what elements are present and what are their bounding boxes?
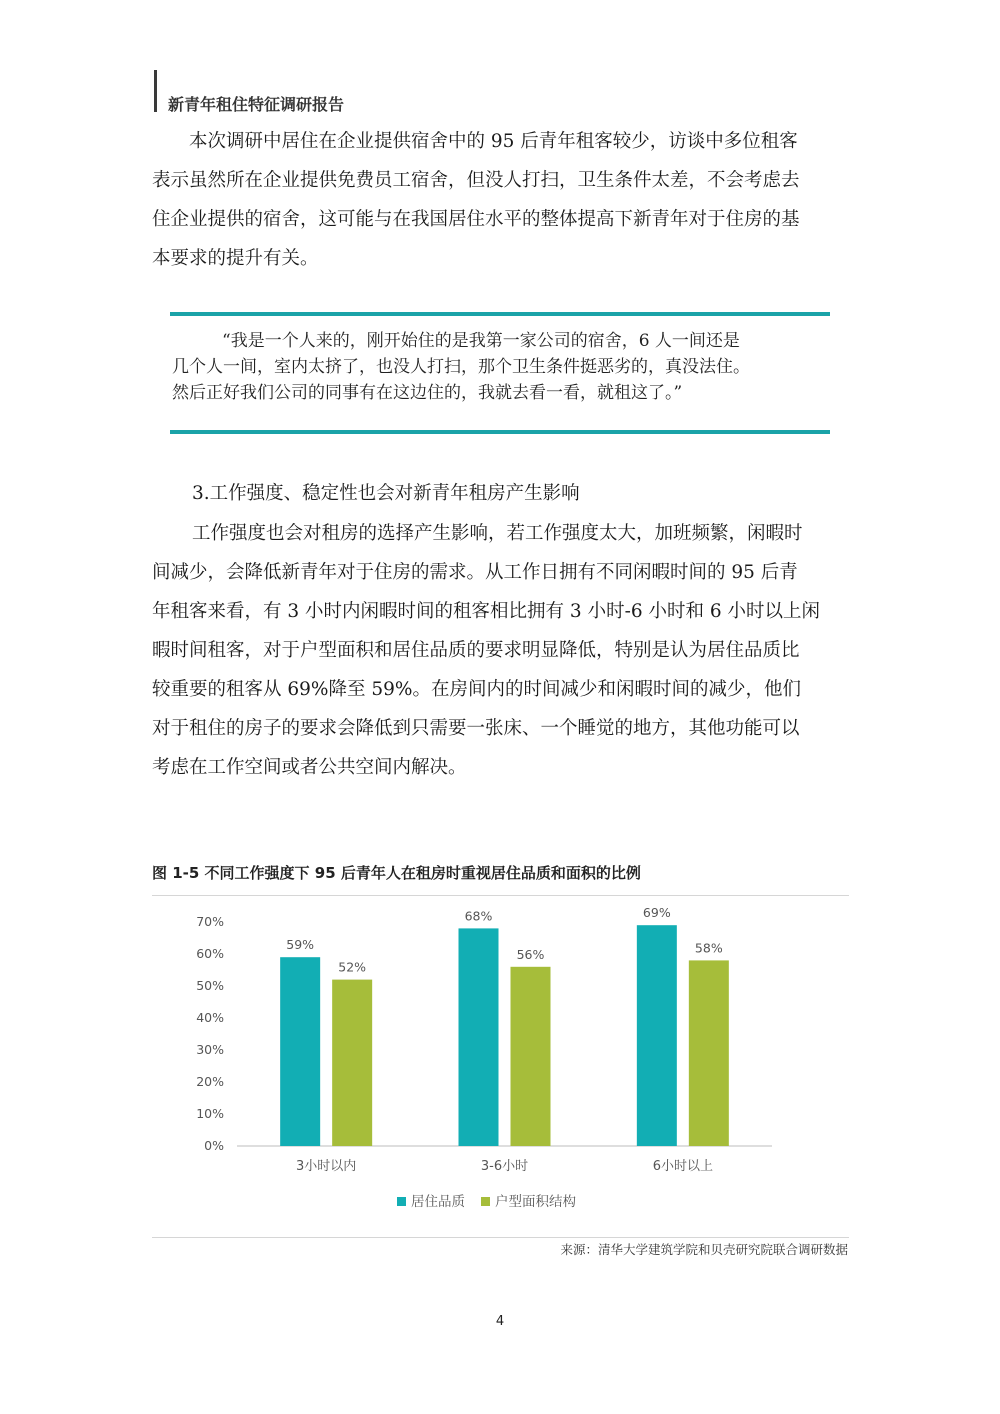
data-label: 56% xyxy=(516,946,545,962)
paragraph-line: 年租客来看，有 3 小时内闲暇时间的租客相比拥有 3 小时-6 小时和 6 小时以上闲 xyxy=(152,601,820,622)
bar xyxy=(637,925,677,1146)
data-label: 59% xyxy=(286,937,315,953)
bar-chart xyxy=(152,898,849,1228)
bar xyxy=(511,967,551,1146)
y-tick-label: 50% xyxy=(196,978,224,993)
y-tick-label: 0% xyxy=(204,1138,224,1153)
x-tick-label: 3小时以内 xyxy=(296,1159,357,1174)
figure-bottom-rule xyxy=(152,1237,849,1238)
header-accent-bar xyxy=(154,70,157,112)
paragraph-line: 对于租住的房子的要求会降低到只需要一张床、一个睡觉的地方，其他功能可以 xyxy=(152,718,800,739)
legend-label: 居住品质 xyxy=(411,1194,465,1210)
quote-line: “我是一个人来的，刚开始住的是我第一家公司的宿舍，6 人一间还是 xyxy=(222,331,740,351)
data-label: 52% xyxy=(338,959,367,975)
y-tick-label: 60% xyxy=(196,946,224,961)
paragraph-line: 本次调研中居住在企业提供宿舍中的 95 后青年租客较少，访谈中多位租客 xyxy=(189,131,798,152)
bar xyxy=(689,960,729,1146)
section-heading: 3.工作强度、稳定性也会对新青年租房产生影响 xyxy=(192,483,580,504)
figure-caption: 图 1-5 不同工作强度下 95 后青年人在租房时重视居住品质和面积的比例 xyxy=(152,864,641,882)
bar xyxy=(280,957,320,1146)
legend-swatch xyxy=(481,1197,490,1206)
paragraph-line: 暇时间租客，对于户型面积和居住品质的要求明显降低，特别是认为居住品质比 xyxy=(152,640,800,661)
figure-top-rule xyxy=(152,895,849,896)
paragraph-line: 间减少，会降低新青年对于住房的需求。从工作日拥有不同闲暇时间的 95 后青 xyxy=(152,562,798,583)
paragraph-dormitory xyxy=(152,122,852,278)
interview-quote xyxy=(172,328,832,406)
paragraph-line: 表示虽然所在企业提供免费员工宿舍，但没人打扫，卫生条件太差，不会考虑去 xyxy=(152,170,800,191)
y-tick-label: 70% xyxy=(196,914,224,929)
quote-line: 几个人一间，室内太挤了，也没人打扫，那个卫生条件挺恶劣的，真没法住。 xyxy=(172,357,750,377)
bar xyxy=(332,980,372,1146)
page-number: 4 xyxy=(495,1314,505,1329)
data-label: 69% xyxy=(642,905,671,921)
y-tick-label: 30% xyxy=(196,1042,224,1057)
data-label: 68% xyxy=(464,908,493,924)
figure-source: 来源：清华大学建筑学院和贝壳研究院联合调研数据 xyxy=(560,1242,848,1257)
report-header-title: 新青年租住特征调研报告 xyxy=(168,95,345,114)
x-tick-label: 3-6小时 xyxy=(480,1159,529,1174)
paragraph-line: 考虑在工作空间或者公共空间内解决。 xyxy=(152,757,467,778)
paragraph-line: 住企业提供的宿舍，这可能与在我国居住水平的整体提高下新青年对于住房的基 xyxy=(152,209,800,230)
y-tick-label: 10% xyxy=(196,1106,224,1121)
legend-swatch xyxy=(397,1197,406,1206)
bar xyxy=(459,928,499,1146)
y-tick-label: 40% xyxy=(196,1010,224,1025)
paragraph-work-intensity xyxy=(152,514,852,787)
legend-label: 户型面积结构 xyxy=(495,1194,576,1210)
data-label: 58% xyxy=(694,940,723,956)
y-tick-label: 20% xyxy=(196,1074,224,1089)
x-tick-label: 6小时以上 xyxy=(652,1159,713,1174)
quote-line: 然后正好我们公司的同事有在这边住的，我就去看一看，就租这了。” xyxy=(172,383,683,403)
paragraph-line: 本要求的提升有关。 xyxy=(152,248,319,269)
paragraph-line: 较重要的租客从 69%降至 59%。在房间内的时间减少和闲暇时间的减少，他们 xyxy=(152,679,802,700)
paragraph-line: 工作强度也会对租房的选择产生影响，若工作强度太大，加班频繁，闲暇时 xyxy=(192,523,803,544)
